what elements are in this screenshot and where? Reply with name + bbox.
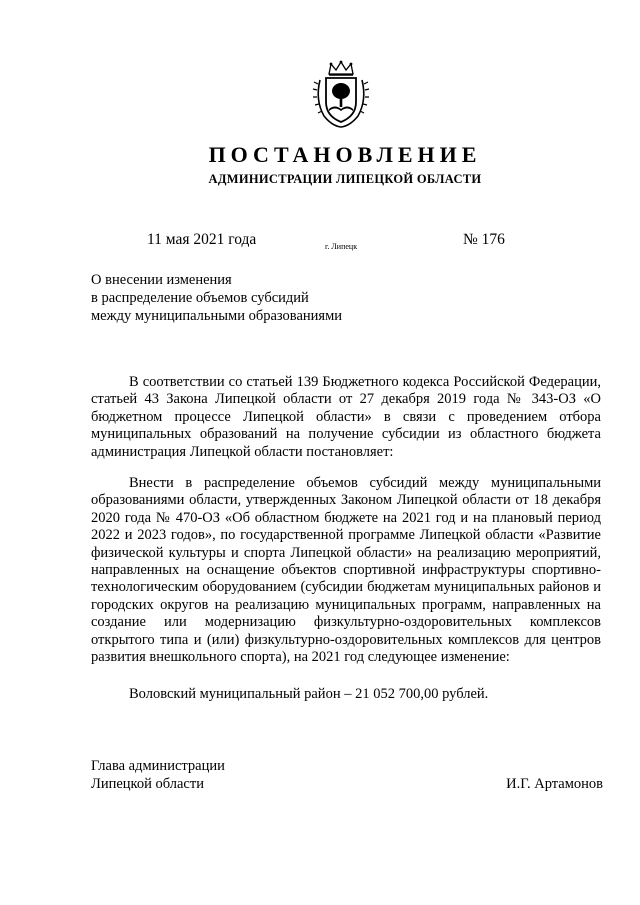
subject-line: О внесении изменения xyxy=(91,272,232,288)
subject-line: в распределение объемов субсидий xyxy=(91,290,309,306)
signatory-position-line2: Липецкой области xyxy=(91,776,204,792)
operative-paragraph: Внести в распределение объемов субсидий между муниципальными образованиями области, утвержденных Законом Липецкой области от 18 декабря 2020 года № 470-ОЗ «Об областном бюджете на 2021 год и на плановый период 2022 и 2023 годов», по государственной программе Липецкой области «Развитие физической культуры и спорта Липецкой области» на реализацию мероприятий, направленных на оснащение объектов спортивной инфраструктуры спортивно-технологическим оборудованием (субсидии бюджетам муниципальных районов и городских округов на реализацию муниципальных программ, направленных на создание или модернизацию физкультурно-оздоровительных комплексов открытого типа и (или) физкультурно-оздоровительных комплексов для центров развития внешкольного спорта), на 2021 год следующее изменение: xyxy=(91,475,601,666)
document-date: 11 мая 2021 года xyxy=(147,231,257,248)
document-subject xyxy=(91,271,411,325)
signature-block xyxy=(91,757,603,793)
signatory-name: И.Г. Артамонов xyxy=(506,776,603,792)
subject-line: между муниципальными образованиями xyxy=(91,308,343,324)
document-title: ПОСТАНОВЛЕНИЕ xyxy=(208,142,482,167)
issuing-organization: АДМИНИСТРАЦИИ ЛИПЕЦКОЙ ОБЛАСТИ xyxy=(208,172,482,186)
preamble-paragraph: В соответствии со статьей 139 Бюджетного кодекса Российской Федерации, статьей 43 Закона Липецкой области от 27 декабря 2019 года № 343-ОЗ «О бюджетном процессе Липецкой области» в связи с проведением отбора муниципальных образований на получение субсидии из областного бюджета администрация Липецкой области постановляет: xyxy=(91,374,601,460)
document-city: г. Липецк xyxy=(325,242,358,251)
lipetsk-coat-of-arms-icon xyxy=(312,60,370,128)
document-number: № 176 xyxy=(463,231,505,248)
allocation-line: Воловский муниципальный район – 21 052 700,00 рублей. xyxy=(129,686,489,702)
signatory-position-line1: Глава администрации xyxy=(91,758,225,774)
